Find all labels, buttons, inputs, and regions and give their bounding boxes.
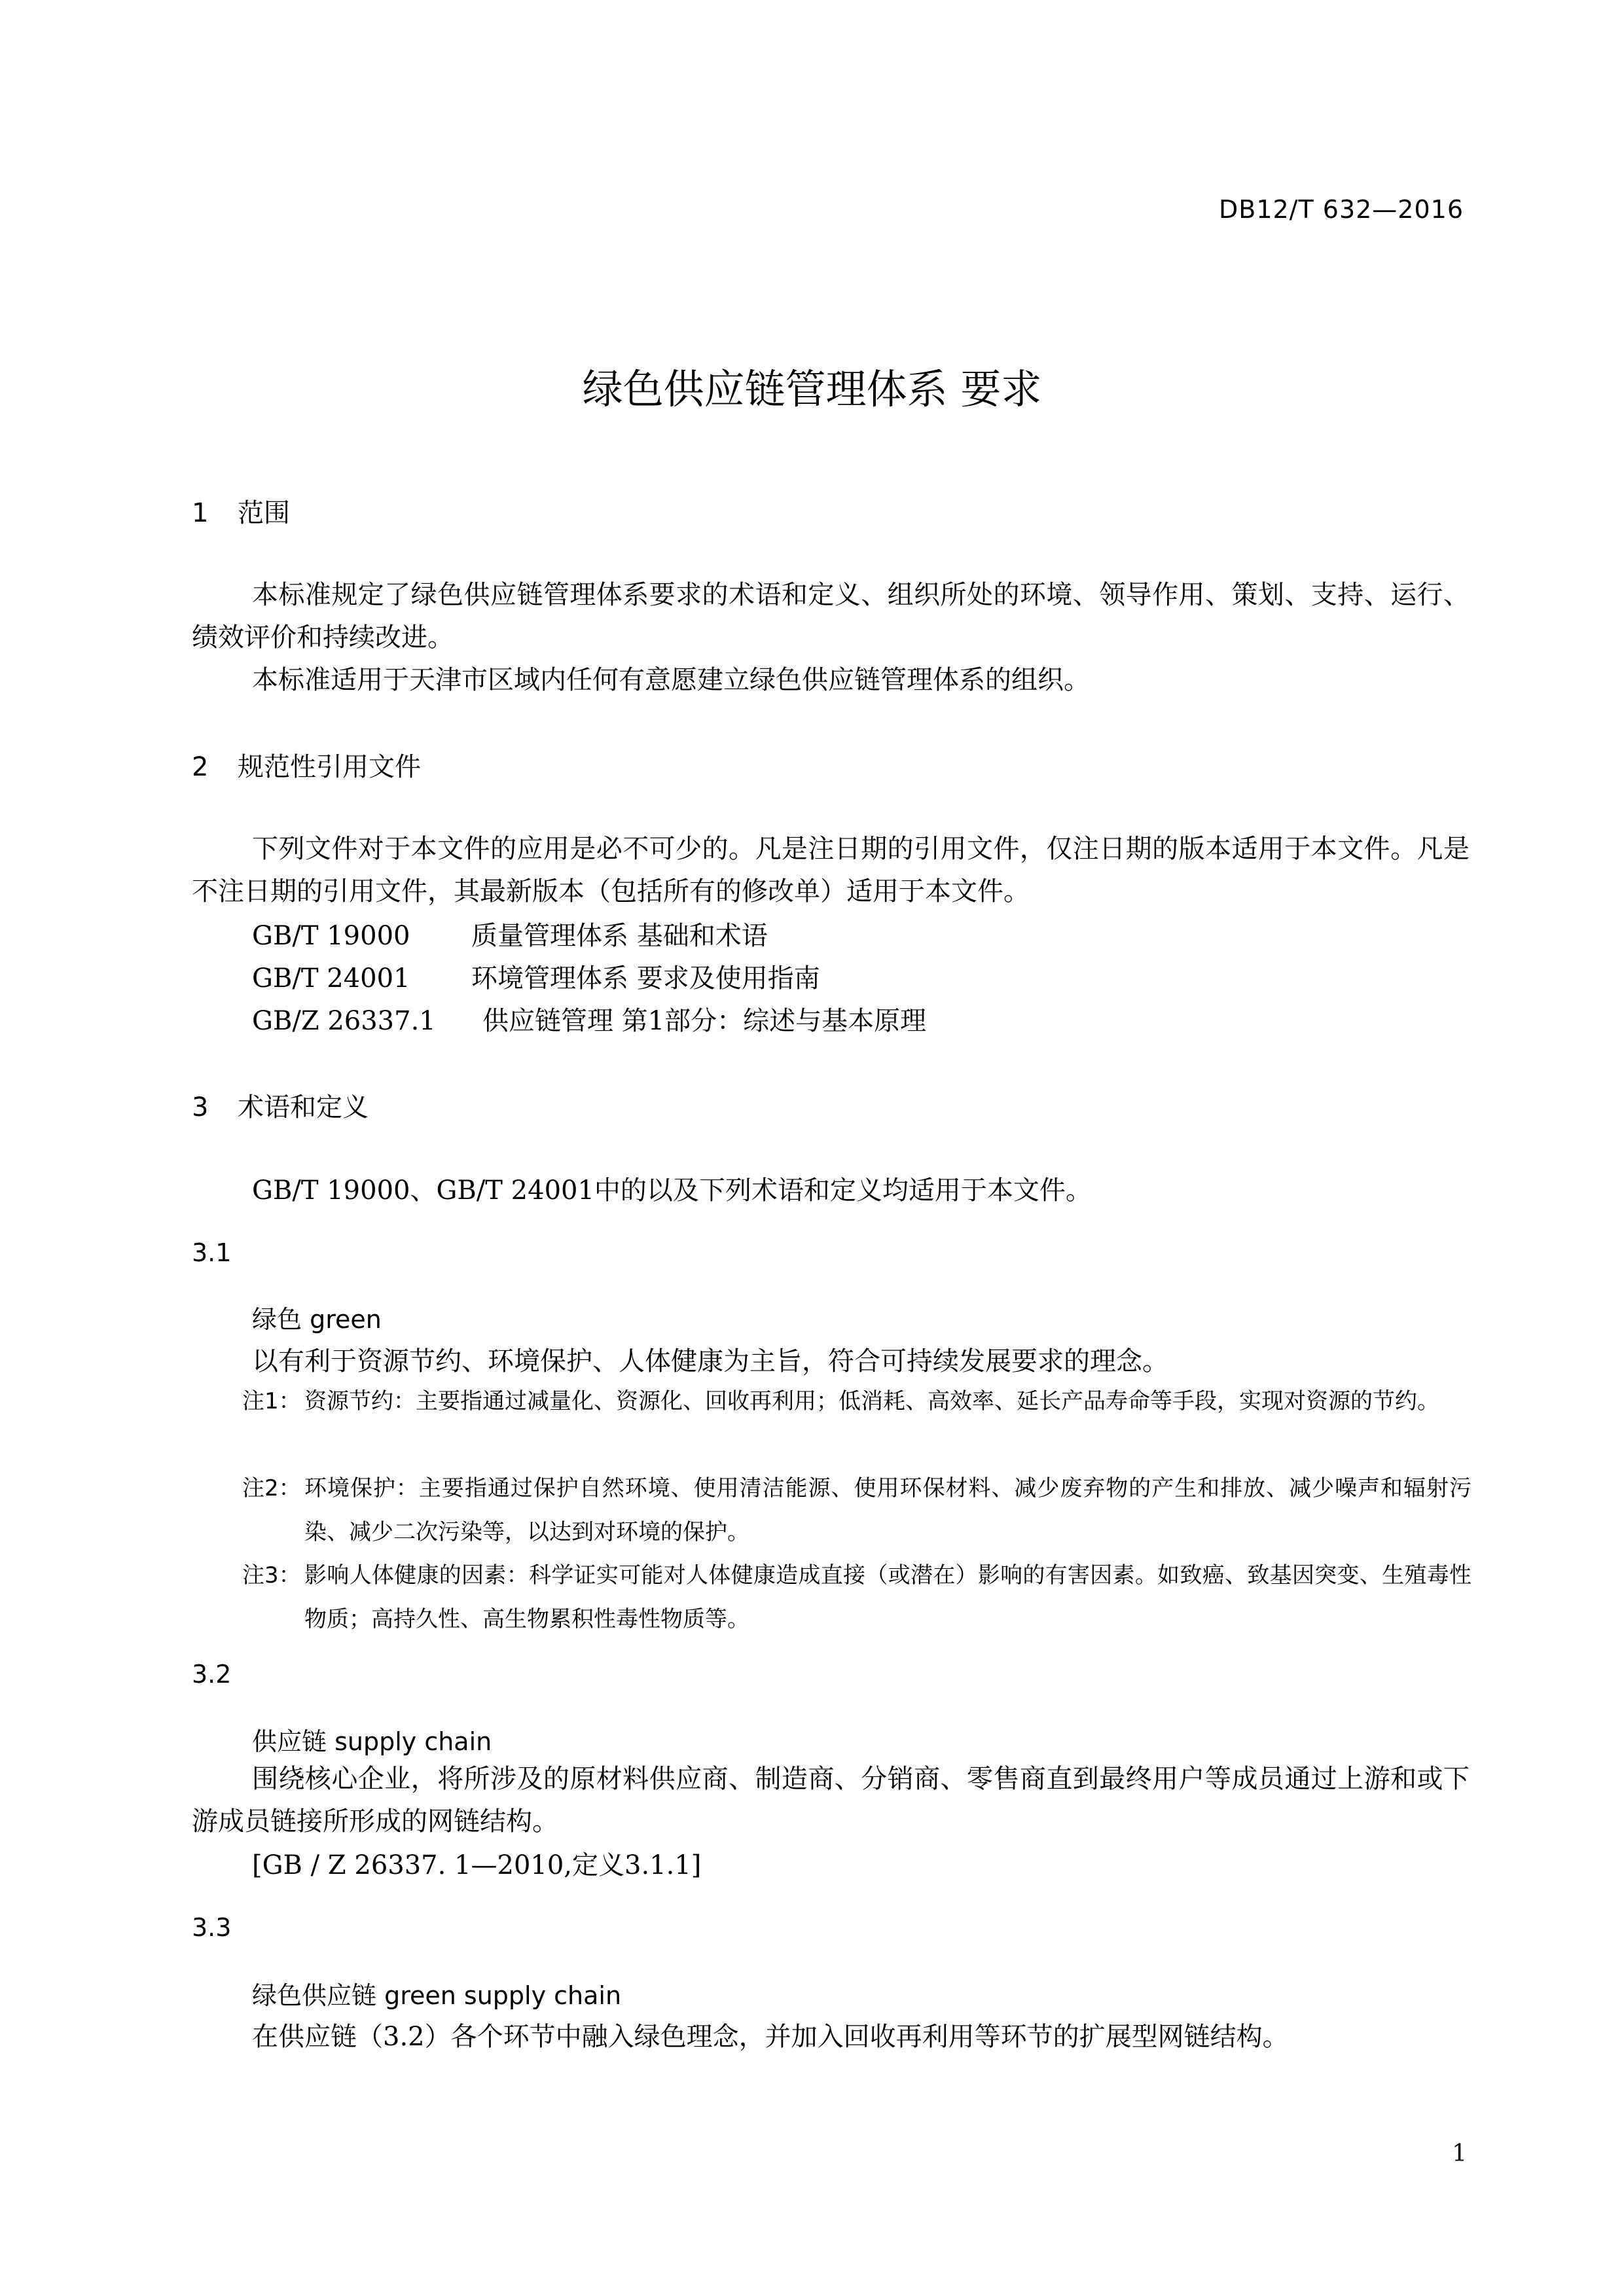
reference-title: 环境管理体系 要求及使用指南 [471,963,820,994]
section-title: 术语和定义 [238,1092,369,1122]
normative-paragraph [192,828,1470,913]
note-label: 注3： [242,1562,301,1588]
section-number: 3 [192,1092,209,1122]
term-note [242,1467,1471,1554]
term-title: 绿色供应链 green supply chain [252,1981,622,2010]
term-source: [GB / Z 26337. 1—2010,定义3.1.1] [252,1850,702,1880]
section-title: 规范性引用文件 [238,752,421,782]
section-number: 2 [192,752,209,782]
note-label: 注2： [242,1475,301,1501]
document-title: 绿色供应链管理体系 要求 [582,365,1042,413]
note-label: 注1： [242,1388,301,1414]
term-definition: 以有利于资源节约、环境保护、人体健康为主旨，符合可持续发展要求的理念。 [252,1346,1168,1376]
page-number: 1 [1452,2140,1467,2167]
reference-title: 供应链管理 第1部分：综述与基本原理 [482,1006,927,1036]
section-heading-normative [192,746,421,783]
scope-paragraph-2: 本标准适用于天津市区域内任何有意愿建立绿色供应链管理体系的组织。 [252,665,1090,695]
note-text: 影响人体健康的因素：科学证实可能对人体健康造成直接（或潜在）影响的有害因素。如致癌、致基因突变、生殖毒性物质；高持久性、高生物累积性毒性物质等。 [304,1562,1471,1632]
reference-code: GB/T 24001 [252,963,410,994]
term-definition: 围绕核心企业，将所涉及的原材料供应商、制造商、分销商、零售商直到最终用户等成员通过上游和或下游成员链接所形成的网链结构。 [192,1764,1470,1837]
reference-item [252,915,768,952]
scope-paragraph-1: 本标准规定了绿色供应链管理体系要求的术语和定义、组织所处的环境、领导作用、策划、支持、运行、绩效评价和持续改进。 [192,580,1470,653]
term-title: 供应链 supply chain [252,1727,492,1756]
note-text: 环境保护：主要指通过保护自然环境、使用清洁能源、使用环保材料、减少废弃物的产生和排放、减少噪声和辐射污染、减少二次污染等，以达到对环境的保护。 [304,1475,1471,1545]
section-title: 范围 [238,498,290,528]
section-heading-terms [192,1086,369,1124]
term-note [242,1554,1471,1641]
scope-paragraphs [192,574,1470,702]
term-definition-block [192,1758,1470,1843]
term-number: 3.3 [192,1913,232,1942]
term-number: 3.2 [192,1660,232,1689]
term-title: 绿色 green [252,1305,382,1334]
reference-code: GB/Z 26337.1 [252,1006,436,1036]
note-text: 资源节约：主要指通过减量化、资源化、回收再利用；低消耗、高效率、延长产品寿命等手段，实现对资源的节约。 [304,1388,1439,1414]
reference-title: 质量管理体系 基础和术语 [471,921,768,951]
document-code: DB12/T 632—2016 [1218,195,1464,224]
reference-item [252,1000,926,1037]
term-definition: 在供应链（3.2）各个环节中融入绿色理念，并加入回收再利用等环节的扩展型网链结构。 [252,2022,1289,2052]
normative-intro: 下列文件对于本文件的应用是必不可少的。凡是注日期的引用文件，仅注日期的版本适用于本文件。凡是不注日期的引用文件，其最新版本（包括所有的修改单）适用于本文件。 [192,834,1470,906]
section-heading-scope [192,492,290,529]
reference-code: GB/T 19000 [252,921,410,951]
terms-intro: GB/T 19000、GB/T 24001中的以及下列术语和定义均适用于本文件。 [252,1175,1092,1206]
reference-item [252,958,820,995]
term-note [242,1380,1471,1424]
term-number: 3.1 [192,1238,232,1267]
section-number: 1 [192,498,209,528]
